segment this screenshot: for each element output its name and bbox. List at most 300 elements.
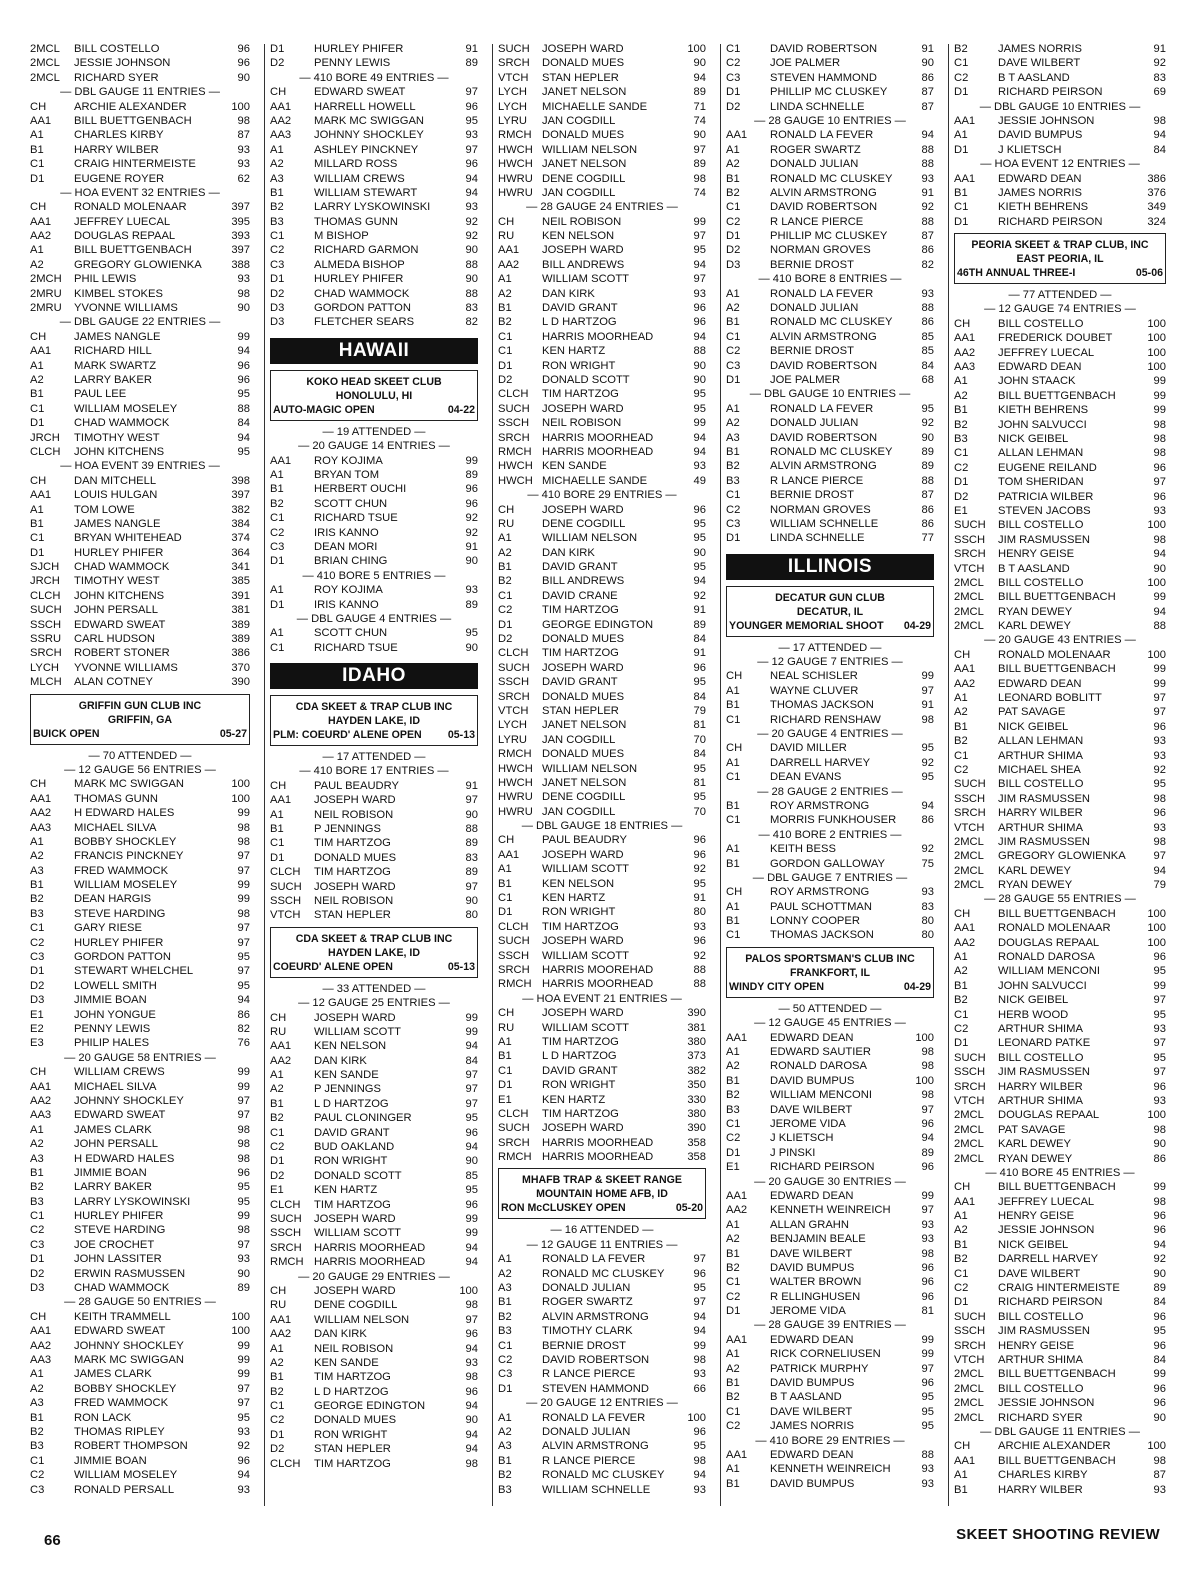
event-line [273,960,475,974]
shooter-name: DOUGLAS REPAAL [74,230,176,243]
shooter-name: L D HARTZOG [542,1050,617,1063]
class-code: C2 [954,1282,969,1295]
result-row [954,374,1166,388]
score: 80 [921,915,934,928]
result-row [30,921,250,935]
shooter-name: DONALD JULIAN [542,1282,631,1295]
shooter-name: YVONNE WILLIAMS [74,661,178,674]
shooter-name: PAUL SCHOTTMAN [770,900,872,913]
shooter-name: WALTER BROWN [770,1276,862,1289]
class-code: AA1 [270,1313,292,1326]
score: 93 [1153,735,1166,748]
result-row [270,1399,478,1413]
score: 89 [693,158,706,171]
score: 91 [921,699,934,712]
shooter-name: CHARLES KIRBY [74,129,164,142]
result-row [954,878,1166,892]
class-code: C2 [270,526,285,539]
shooter-name: DAVID GRANT [542,1064,618,1077]
result-row [30,243,250,257]
result-row [30,330,250,344]
class-code: C3 [270,258,285,271]
class-code: SRCH [498,964,530,976]
shooter-name: RONALD MOLENAAR [74,201,187,214]
result-row [498,1252,706,1266]
result-row [498,445,706,459]
shooter-name: JIM RASMUSSEN [998,1325,1090,1338]
result-row [30,1152,250,1166]
score: 88 [693,345,706,358]
score: 95 [237,445,250,458]
shooter-name: JANET NELSON [542,158,627,171]
result-row [270,215,478,229]
event-date: 04-29 [903,980,931,993]
result-row [954,1238,1166,1252]
result-row [726,756,934,770]
result-row [30,1065,250,1079]
score: 96 [1153,1382,1166,1395]
result-row [498,387,706,401]
class-code: CLCH [498,920,529,933]
score: 386 [231,647,250,660]
shooter-name: LEONARD PATKE [998,1037,1091,1050]
event-subheader: — 17 ATTENDED — [778,641,882,654]
class-code: LYCH [498,719,528,732]
result-row [726,459,934,473]
class-code: 2MCL [954,879,984,892]
class-code: B2 [498,316,512,329]
result-row [30,1166,250,1180]
result-row [954,605,1166,619]
score: 96 [1153,461,1166,474]
score: 100 [231,1310,250,1323]
score: 93 [237,273,250,286]
shooter-name: EDWARD DEAN [770,1448,854,1461]
result-row [30,488,250,502]
result-row [954,1137,1166,1151]
class-code: D1 [498,1079,513,1092]
score: 96 [1153,1397,1166,1410]
result-row [726,243,934,257]
class-code: SSCH [498,676,530,689]
result-row [30,287,250,301]
result-row [954,864,1166,878]
result-row [498,1121,706,1135]
score: 99 [465,454,478,467]
class-code: D1 [726,1146,741,1159]
event-subheader: — DBL GAUGE 11 ENTRIES — [980,1425,1140,1438]
score: 84 [1153,1353,1166,1366]
score: 90 [1153,1267,1166,1280]
result-row [726,885,934,899]
result-row [270,1212,478,1226]
class-code: A1 [270,627,284,640]
shooter-name: THOMAS GUNN [314,215,398,228]
club-header [270,927,478,978]
shooter-name: MARK MC SWIGGAN [314,114,425,127]
shooter-name: ROGER SWARTZ [542,1296,633,1309]
class-code: C1 [954,57,969,70]
result-row [726,669,934,683]
shooter-name: J KLIETSCH [770,1132,834,1145]
score: 92 [465,512,478,525]
result-row [726,1304,934,1318]
shooter-name: DAVID BUMPUS [770,1477,855,1490]
event-subheader: — DBL GAUGE 4 ENTRIES — [296,612,452,625]
result-row [30,387,250,401]
result-row [726,258,934,272]
shooter-name: WILLIAM SCOTT [542,863,630,876]
event-subheader: — 12 GAUGE 56 ENTRIES — [64,763,216,776]
result-row [270,1241,478,1255]
shooter-name: NEIL ROBISON [542,417,622,430]
score: 97 [237,1238,250,1251]
shooter-name: JOHNNY SHOCKLEY [74,1094,184,1107]
score: 93 [237,143,250,156]
class-code: B1 [726,857,740,870]
class-code: B3 [30,1440,44,1453]
score: 91 [921,43,934,55]
score: 88 [921,474,934,487]
score: 89 [465,57,478,70]
score: 84 [1153,1296,1166,1309]
shooter-name: PAUL CLONINGER [314,1112,412,1125]
result-row [30,431,250,445]
class-code: C1 [270,641,285,654]
class-code: CH [270,1011,287,1024]
score: 92 [921,201,934,214]
shooter-name: RICHARD TSUE [314,641,398,654]
score: 94 [237,994,250,1007]
score: 381 [687,1021,706,1034]
shooter-name: WAYNE CLUVER [770,684,859,697]
class-code: VTCH [498,71,529,84]
score: 390 [687,1122,706,1135]
score: 84 [237,417,250,430]
shooter-name: WILLIAM MENCONI [998,965,1100,978]
class-code: LYCH [498,86,528,99]
class-code: HWCH [498,474,533,487]
class-code: AA2 [270,1328,292,1341]
result-row [270,1284,478,1298]
result-row [498,157,706,171]
shooter-name: RONALD LA FEVER [770,287,874,300]
class-code: B2 [726,186,740,199]
result-row [954,562,1166,576]
score: 100 [1147,346,1166,359]
result-row [30,936,250,950]
class-code: VTCH [954,1353,985,1366]
result-row [498,272,706,286]
shooter-name: KEN NELSON [542,877,615,890]
result-row [726,100,934,114]
result-row [954,1152,1166,1166]
result-row [30,143,250,157]
shooter-name: CRAIG HINTERMEISTE [998,1282,1120,1295]
class-code: 2MRU [30,302,62,315]
shooter-name: JEFFREY LUECAL [74,215,171,228]
result-row [498,416,706,430]
class-code: A1 [726,1463,740,1476]
score: 92 [237,1440,250,1453]
shooter-name: BILL BUETTGENBACH [74,114,192,127]
result-row [498,1353,706,1367]
score: 93 [237,158,250,171]
class-code: B2 [954,1253,968,1266]
score: 77 [921,532,934,545]
class-code: B1 [30,517,44,530]
result-row [726,770,934,784]
class-code: RMCH [270,1256,304,1269]
class-code: CLCH [30,445,61,458]
shooter-name: NICK GEIBEL [998,432,1069,445]
shooter-name: YVONNE WILLIAMS [74,302,178,315]
class-code: B1 [954,720,968,733]
shooter-name: IRIS KANNO [314,526,379,539]
result-row [726,71,934,85]
score: 100 [1147,519,1166,532]
class-code: B3 [30,907,44,920]
class-code: AA1 [726,1031,748,1044]
class-code: SRCH [498,1136,530,1149]
shooter-name: WILLIAM NELSON [542,143,638,156]
shooter-name: JAN COGDILL [542,114,616,127]
class-code: AA1 [270,100,292,113]
result-row [954,1353,1166,1367]
shooter-name: RONALD DAROSA [770,1060,867,1073]
result-row [954,1396,1166,1410]
class-code: LYRU [498,733,528,746]
class-code: D2 [498,373,513,386]
score: 83 [465,302,478,315]
shooter-name: WILLIAM SCHNELLE [542,1483,651,1496]
score: 99 [237,1210,250,1223]
event-subheader: — 12 GAUGE 74 ENTRIES — [984,303,1136,316]
result-row [726,143,934,157]
score: 99 [465,1011,478,1024]
shooter-name: ERWIN RASMUSSEN [74,1267,186,1280]
score: 96 [693,316,706,329]
result-row [954,792,1166,806]
result-row [498,574,706,588]
shooter-name: WILLIAM CREWS [74,1066,165,1079]
shooter-name: BILL COSTELLO [998,778,1084,791]
shooter-name: DAN KIRK [314,1328,367,1341]
score: 97 [237,965,250,978]
shooter-name: ALLAN LEHMAN [998,735,1084,748]
score: 97 [237,1397,250,1410]
shooter-name: ARTHUR SHIMA [998,1353,1083,1366]
class-code: SRCH [498,690,530,703]
class-code: A1 [954,375,968,388]
score: 97 [1153,850,1166,863]
shooter-name: STEVEN HAMMOND [770,71,877,84]
class-code: B1 [30,143,44,156]
score: 90 [1153,1411,1166,1424]
class-code: C2 [726,345,741,358]
shooter-name: HURLEY PHIFER [74,1210,164,1223]
result-row [270,1140,478,1154]
class-code: D2 [270,287,285,300]
result-row [270,1198,478,1212]
score: 96 [465,1198,478,1211]
result-row [498,805,706,819]
class-code: B2 [270,201,284,214]
event-subheader: — HOA EVENT 12 ENTRIES — [980,158,1140,171]
shooter-name: TOM LOWE [74,503,135,516]
score: 90 [921,431,934,444]
shooter-name: RICHARD HILL [74,345,152,358]
result-row [498,1425,706,1439]
score: 341 [231,561,250,574]
event-date: 04-29 [903,619,931,632]
result-row [726,373,934,387]
shooter-name: DAN KIRK [542,287,595,300]
shooter-name: ARTHUR SHIMA [998,821,1083,834]
result-row [726,157,934,171]
score: 96 [693,848,706,861]
class-code: D1 [30,546,45,559]
shooter-name: SCOTT CHUN [314,627,388,640]
result-row [30,907,250,921]
event-subheader: — 28 GAUGE 2 ENTRIES — [757,785,903,798]
result-row [498,1411,706,1425]
class-code: CLCH [498,388,529,401]
class-code: D3 [726,258,741,271]
shooter-name: TIM HARTZOG [542,604,619,617]
event-date: 05-13 [447,729,475,742]
class-code: C3 [498,1368,513,1381]
shooter-name: JOSEPH WARD [542,1122,624,1135]
shooter-name: DAVID BUMPUS [998,129,1083,142]
score: 83 [465,851,478,864]
result-row [30,503,250,517]
shooter-name: BERNIE DROST [770,345,854,358]
class-code: B1 [726,915,740,928]
result-row [498,85,706,99]
class-code: A3 [498,1440,512,1453]
score: 94 [921,1132,934,1145]
shooter-name: J PINSKI [770,1146,816,1159]
column-divider [948,44,949,1506]
class-code: B1 [726,1477,740,1490]
class-code: A1 [270,1342,284,1355]
class-code: AA3 [30,821,52,834]
result-row [30,258,250,272]
score: 91 [465,779,478,792]
shooter-name: ARTHUR SHIMA [998,1023,1083,1035]
class-code: E1 [954,504,968,517]
shooter-name: NORMAN GROVES [770,503,871,516]
shooter-name: JAMES NANGLE [74,330,161,343]
shooter-name: DAVID GRANT [542,561,618,574]
class-code: A3 [270,172,284,185]
score: 95 [693,388,706,401]
result-row [270,1039,478,1053]
event-line [273,403,475,417]
shooter-name: DENE COGDILL [542,517,626,530]
class-code: A2 [726,1233,740,1246]
class-code: 2MCL [954,1109,984,1122]
shooter-name: TIM HARTZOG [542,388,619,401]
shooter-name: RONALD LA FEVER [542,1253,646,1266]
score: 94 [237,1469,250,1482]
shooter-name: L D HARTZOG [314,1385,389,1398]
shooter-name: THOMAS GUNN [74,792,158,805]
shooter-name: JESSIE JOHNSON [998,1397,1095,1410]
result-row [498,905,706,919]
result-row [726,200,934,214]
result-row [30,1123,250,1137]
score: 91 [693,604,706,617]
class-code: D1 [954,1296,969,1309]
shooter-name: EUGENE REILAND [998,461,1097,474]
class-code: E2 [30,1023,44,1035]
class-code: AA1 [270,794,292,807]
shooter-name: BILL COSTELLO [998,1051,1084,1064]
shooter-name: FRANCIS PINCKNEY [74,850,184,863]
event-subheader: — 16 ATTENDED — [550,1224,654,1237]
results-column-4 [726,42,934,1491]
score: 88 [921,302,934,315]
score: 93 [1153,1023,1166,1035]
shooter-name: RON WRIGHT [314,1428,388,1441]
score: 93 [1153,749,1166,762]
shooter-name: DAVE WILBERT [770,1405,853,1418]
shooter-name: KEN NELSON [314,1040,387,1053]
shooter-name: KIETH BEHRENS [998,201,1089,214]
shooter-name: GORDON PATTON [74,951,171,964]
score: 96 [237,373,250,386]
class-code: A1 [30,835,44,848]
event-subheader: — HOA EVENT 39 ENTRIES — [60,460,220,473]
class-code: C3 [30,1483,45,1496]
class-code: A1 [498,532,512,545]
score: 98 [1153,792,1166,805]
score: 97 [921,684,934,697]
shooter-name: WILLIAM MENCONI [770,1089,872,1102]
class-code: C1 [30,158,45,171]
score: 95 [693,561,706,574]
shooter-name: JOHN KITCHENS [74,445,165,458]
score: 97 [693,143,706,156]
score: 93 [237,1253,250,1266]
score: 97 [237,1382,250,1395]
shooter-name: MICHAELLE SANDE [542,100,648,113]
event-subheader: — 410 BORE 2 ENTRIES — [758,828,902,841]
result-row [954,1108,1166,1122]
score: 90 [465,894,478,907]
shooter-name: CHAD WAMMOCK [74,1282,170,1295]
shooter-name: MARK MC SWIGGAN [74,778,185,791]
event-subheader: — 28 GAUGE 50 ENTRIES — [64,1296,216,1309]
class-code: C1 [726,929,741,942]
score: 96 [237,1166,250,1179]
event-subheader: — 20 GAUGE 43 ENTRIES — [984,634,1136,647]
event-line [729,619,931,633]
score: 79 [1153,879,1166,892]
class-code: C2 [726,1132,741,1145]
score: 97 [921,1204,934,1217]
score: 97 [921,1103,934,1116]
result-row [954,576,1166,590]
shooter-name: HARRIS MOORHEAD [542,431,654,444]
score: 85 [921,330,934,343]
class-code: VTCH [954,1094,985,1107]
shooter-name: BILL BUETTGENBACH [998,907,1116,920]
result-row [498,1021,706,1035]
score: 95 [693,1440,706,1453]
